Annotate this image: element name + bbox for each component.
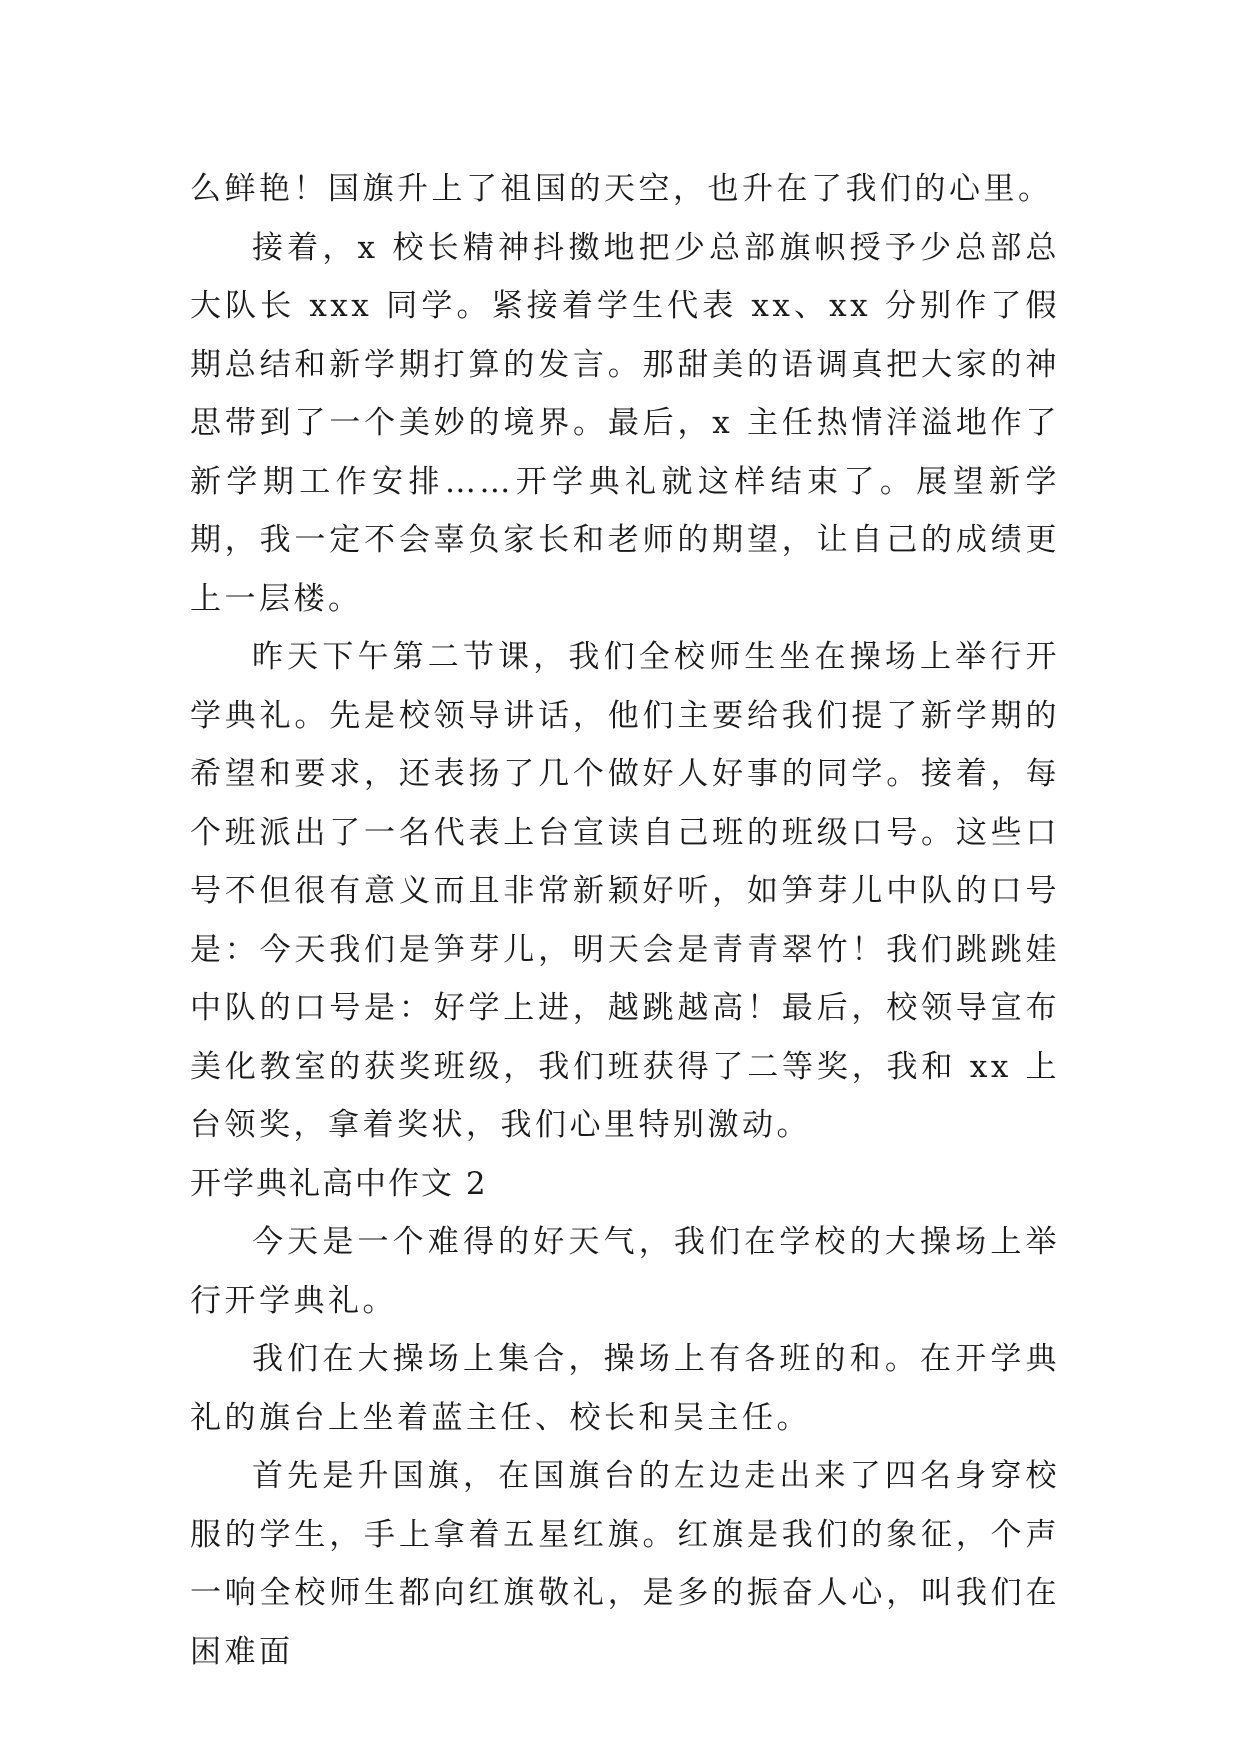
paragraph-yesterday-ceremony: 昨天下午第二节课，我们全校师生坐在操场上举行开学典礼。先是校领导讲话，他们主要给我们提了新学期的希望和要求，还表扬了几个做好人好事的同学。接着，每个班派出了一名代表上台宣读自己班的班级口号。这些口号不但很有意义而且非常新颖好听，如笋芽儿中队的口号是：今天我们是笋芽儿，明天会是青青翠竹！我们跳跳娃中队的口号是：好学上进，越跳越高！最后，校领导宣布美化教室的获奖班级，我们班获得了二等奖，我和 xx 上台领奖，拿着奖状，我们心里特别激动。	[190, 639, 1060, 1143]
paragraph-continuation: 么鲜艳！国旗升上了祖国的天空，也升在了我们的心里。	[190, 171, 1053, 207]
paragraph-flag-raising: 首先是升国旗，在国旗台的左边走出来了四名身穿校服的学生，手上拿着五星红旗。红旗是我们的象征，个声一响全校师生都向红旗敬礼，是多的振奋人心，叫我们在困难面	[190, 1458, 1060, 1670]
section-heading: 开学典礼高中作文 2	[190, 1165, 488, 1202]
paragraph-assembly: 我们在大操场上集合，操场上有各班的和。在开学典礼的旗台上坐着蓝主任、校长和吴主任。	[190, 1341, 1060, 1436]
document-body	[190, 160, 1060, 1681]
paragraph-good-weather: 今天是一个难得的好天气，我们在学校的大操场上举行开学典礼。	[190, 1224, 1060, 1319]
paragraph-principal-flag: 接着，x 校长精神抖擞地把少总部旗帜授予少总部总大队长 xxx 同学。紧接着学生代表 xx、xx 分别作了假期总结和新学期打算的发言。那甜美的语调真把大家的神思带到了一个美妙的境界。最后，x 主任热情洋溢地作了新学期工作安排……开学典礼就这样结束了。展望新学期，我一定不会辜负家长和老师的期望，让自己的成绩更上一层楼。	[190, 229, 1060, 617]
